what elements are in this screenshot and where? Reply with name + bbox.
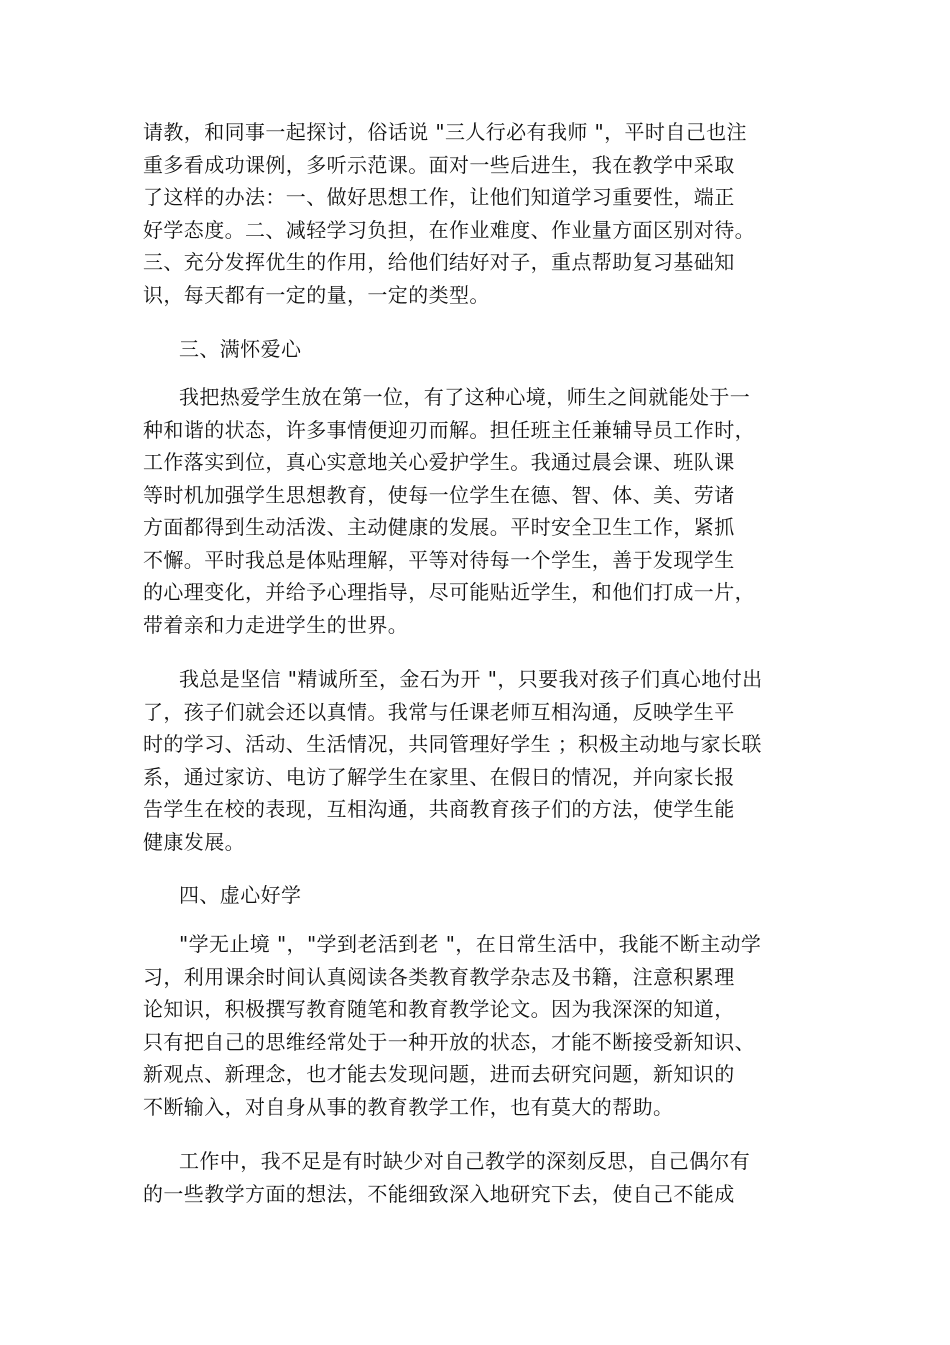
text-line: 时的学习、活动、生活情况，共同管理好学生 ；积极主动地与家长联 [143, 732, 762, 756]
text-line: 我总是坚信 "精诚所至，金石为开 "，只要我对孩子们真心地付出 [179, 667, 763, 691]
text-line: 论知识，积极撰写教育随笔和教育教学论文。因为我深深的知道， [143, 997, 735, 1021]
text-line: 工作中，我不足是有时缺少对自己教学的深刻反思，自己偶尔有 [179, 1149, 751, 1173]
paragraph-caring [143, 381, 823, 641]
text-line: 好学态度。二、减轻学习负担，在作业难度、作业量方面区别对待。 [143, 217, 755, 242]
text-line: 的心理变化，并给予心理指导，尽可能贴近学生，和他们打成一片， [143, 580, 755, 604]
text-line: 请教，和同事一起探讨，俗话说 "三人行必有我师 "，平时自己也注 [143, 120, 747, 144]
text-line: 工作落实到位，真心实意地关心爱护学生。我通过晨会课、班队课 [143, 450, 735, 474]
paragraph-shortcomings [143, 1145, 823, 1210]
text-line: 不懈。平时我总是体贴理解，平等对待每一个学生，善于发现学生 [143, 547, 735, 572]
paragraph-learning [143, 928, 823, 1123]
text-line: 习，利用课余时间认真阅读各类教育教学杂志及书籍，注意积累理 [143, 964, 735, 989]
text-line: 的一些教学方面的想法，不能细致深入地研究下去，使自己不能成 [143, 1181, 735, 1206]
paragraph-sincerity [143, 663, 823, 858]
section-heading-4 [143, 879, 823, 912]
text-line: 健康发展。 [143, 829, 245, 854]
text-line: 识，每天都有一定的量，一定的类型。 [143, 282, 490, 307]
text-line: 告学生在校的表现，互相沟通，共商教育孩子们的方法，使学生能 [143, 797, 735, 821]
text-line: 新观点、新理念，也才能去发现问题，进而去研究问题，新知识的 [143, 1062, 735, 1086]
text-line: 方面都得到生动活泼、主动健康的发展。平时安全卫生工作，紧抓 [143, 515, 735, 539]
text-line: 了这样的办法：一、做好思想工作，让他们知道学习重要性，端正 [143, 185, 735, 209]
text-line: "学无止境 "，"学到老活到老 "，在日常生活中，我能不断主动学 [179, 932, 762, 956]
section-heading-3 [143, 333, 823, 366]
text-line: 重多看成功课例，多听示范课。面对一些后进生，我在教学中采取 [143, 152, 735, 177]
section-heading: 三、满怀爱心 [179, 337, 302, 361]
text-line: 不断输入，对自身从事的教育教学工作，也有莫大的帮助。 [143, 1094, 674, 1119]
text-line: 三、充分发挥优生的作用，给他们结好对子，重点帮助复习基础知 [143, 250, 735, 274]
section-heading: 四、虚心好学 [179, 883, 302, 907]
text-line: 我把热爱学生放在第一位，有了这种心境，师生之间就能处于一 [179, 385, 751, 409]
text-line: 了，孩子们就会还以真情。我常与任课老师互相沟通，反映学生平 [143, 699, 735, 724]
text-line: 系，通过家访、电访了解学生在家里、在假日的情况，并向家长报 [143, 764, 735, 789]
text-line: 种和谐的状态，许多事情便迎刃而解。担任班主任兼辅导员工作时， [143, 417, 755, 442]
text-line: 只有把自己的思维经常处于一种开放的状态，才能不断接受新知识、 [143, 1029, 755, 1054]
text-line: 等时机加强学生思想教育，使每一位学生在德、智、体、美、劳诸 [143, 482, 735, 507]
paragraph-study-methods [143, 116, 823, 311]
text-line: 带着亲和力走进学生的世界。 [143, 612, 409, 637]
